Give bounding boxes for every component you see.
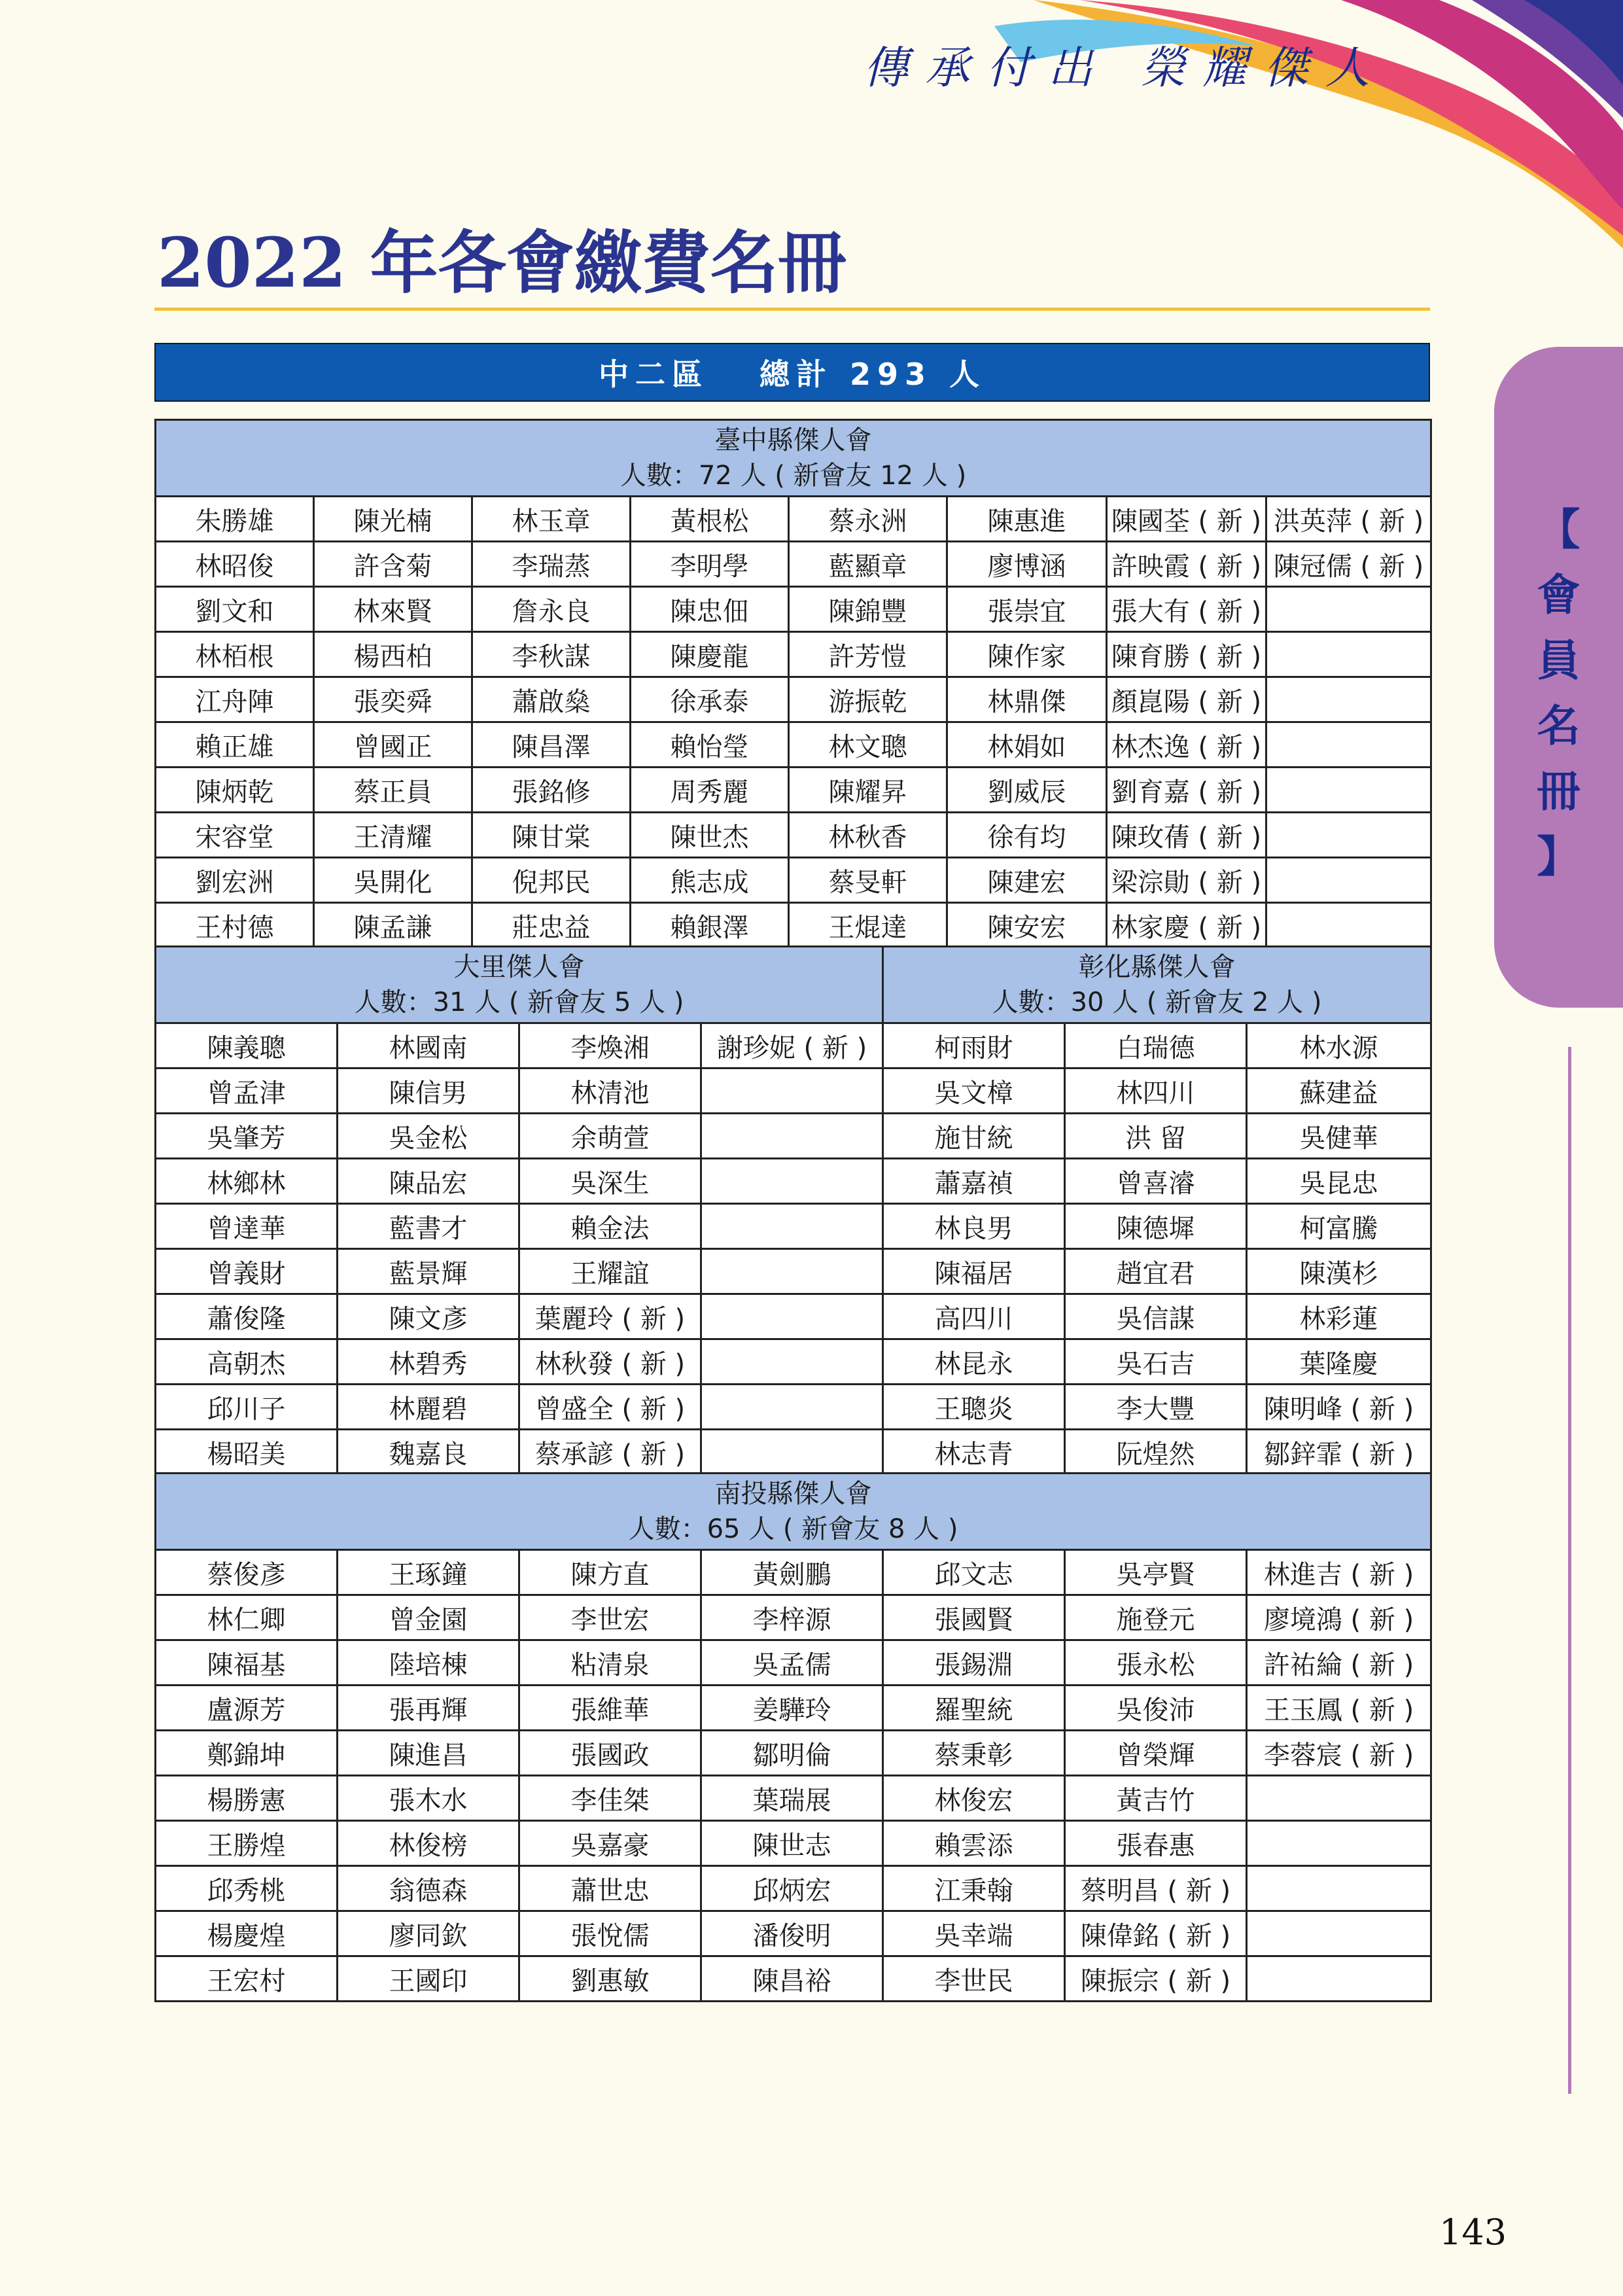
club-name: 彰化縣傑人會 [1078, 952, 1236, 982]
taichung-rows [156, 497, 1431, 948]
member-name-cell: 林來賢 [314, 587, 472, 632]
member-name-cell: 陳福基 [156, 1640, 338, 1686]
club-count: 人數：30 人 ( 新會友 2 人 ) [992, 987, 1322, 1017]
member-name-cell: 施登元 [1065, 1595, 1247, 1640]
empty-cell [701, 1159, 883, 1204]
member-name-cell: 徐有均 [947, 813, 1107, 858]
member-name-cell: 阮煌然 [1065, 1430, 1247, 1475]
empty-cell [1247, 1866, 1431, 1911]
table-row [156, 1866, 1431, 1911]
member-name-cell: 吳健華 [1247, 1114, 1431, 1159]
member-name-cell: 劉威辰 [947, 768, 1107, 813]
member-name-cell: 陳漢杉 [1247, 1249, 1431, 1294]
member-name-cell: 吳肇芳 [156, 1114, 338, 1159]
member-name-cell: 倪邦民 [472, 858, 631, 903]
member-name-cell: 陳慶龍 [631, 632, 789, 677]
member-name-cell: 張奕舜 [314, 677, 472, 722]
member-name-cell: 蔡永洲 [789, 497, 947, 542]
member-name-cell: 蔡旻軒 [789, 858, 947, 903]
member-name-cell: 梁淙勛 ( 新 ) [1107, 858, 1266, 903]
member-name-cell: 楊昭美 [156, 1430, 338, 1475]
table-row [156, 1640, 1431, 1686]
member-name-cell: 林玉章 [472, 497, 631, 542]
member-name-cell: 邱川子 [156, 1385, 338, 1430]
changhua-header [883, 947, 1431, 1023]
table-row [156, 1776, 1431, 1821]
member-name-cell: 劉育嘉 ( 新 ) [1107, 768, 1266, 813]
member-name-cell: 陳甘棠 [472, 813, 631, 858]
member-name-cell: 林水源 [1247, 1023, 1431, 1069]
table-row [156, 813, 1431, 858]
member-name-cell: 蕭世忠 [519, 1866, 701, 1911]
member-name-cell: 洪 留 [1065, 1114, 1247, 1159]
member-name-cell: 王國印 [338, 1956, 519, 2002]
empty-cell [701, 1204, 883, 1249]
member-name-cell: 林娟如 [947, 722, 1107, 768]
member-name-cell: 黃根松 [631, 497, 789, 542]
member-name-cell: 洪英萍 ( 新 ) [1266, 497, 1431, 542]
table-row [156, 497, 1431, 542]
member-name-cell: 林鄉林 [156, 1159, 338, 1204]
member-name-cell: 楊慶煌 [156, 1911, 338, 1956]
member-name-cell: 王琢鐘 [338, 1550, 519, 1595]
member-name-cell: 李梓源 [701, 1595, 883, 1640]
table-row [156, 587, 1431, 632]
table-row [156, 1550, 1431, 1595]
member-name-cell: 陳品宏 [338, 1159, 519, 1204]
member-name-cell: 曾喜濬 [1065, 1159, 1247, 1204]
table-row [156, 1204, 1431, 1249]
member-name-cell: 吳孟儒 [701, 1640, 883, 1686]
member-name-cell: 陳耀昇 [789, 768, 947, 813]
member-name-cell: 陳明峰 ( 新 ) [1247, 1385, 1431, 1430]
member-name-cell: 翁德森 [338, 1866, 519, 1911]
member-name-cell: 曾國正 [314, 722, 472, 768]
member-name-cell: 蔡承諺 ( 新 ) [519, 1430, 701, 1475]
side-tab-label [1494, 497, 1623, 890]
member-name-cell: 陳作家 [947, 632, 1107, 677]
member-name-cell: 顏崑陽 ( 新 ) [1107, 677, 1266, 722]
member-name-cell: 趙宜君 [1065, 1249, 1247, 1294]
member-name-cell: 陳錦豐 [789, 587, 947, 632]
member-name-cell: 陳光楠 [314, 497, 472, 542]
member-name-cell: 江秉翰 [883, 1866, 1065, 1911]
club-count: 人數：31 人 ( 新會友 5 人 ) [354, 987, 684, 1017]
dali-changhua-roster-table [154, 945, 1432, 1475]
member-name-cell: 張悅儒 [519, 1911, 701, 1956]
member-name-cell: 王焜達 [789, 903, 947, 948]
member-name-cell: 蔡明昌 ( 新 ) [1065, 1866, 1247, 1911]
table-row [156, 1731, 1431, 1776]
member-name-cell: 高朝杰 [156, 1339, 338, 1385]
side-tab-char: 員 [1537, 635, 1580, 686]
member-name-cell: 陳昌裕 [701, 1956, 883, 2002]
member-name-cell: 陳進昌 [338, 1731, 519, 1776]
club-name: 南投縣傑人會 [714, 1479, 872, 1509]
member-name-cell: 張國政 [519, 1731, 701, 1776]
member-name-cell: 陳世志 [701, 1821, 883, 1866]
member-name-cell: 林昭俊 [156, 542, 314, 587]
member-name-cell: 陳信男 [338, 1069, 519, 1114]
member-name-cell: 林鼎傑 [947, 677, 1107, 722]
nantou-header [156, 1474, 1431, 1550]
table-row [156, 1911, 1431, 1956]
member-name-cell: 吳昆忠 [1247, 1159, 1431, 1204]
page-title: 2022 年各會繳費名冊 [157, 222, 846, 303]
member-name-cell: 朱勝雄 [156, 497, 314, 542]
member-name-cell: 柯雨財 [883, 1023, 1065, 1069]
member-name-cell: 賴正雄 [156, 722, 314, 768]
table-row [156, 1595, 1431, 1640]
member-name-cell: 張維華 [519, 1686, 701, 1731]
member-name-cell: 陳振宗 ( 新 ) [1065, 1956, 1247, 2002]
member-name-cell: 莊忠益 [472, 903, 631, 948]
member-name-cell: 林進吉 ( 新 ) [1247, 1550, 1431, 1595]
member-name-cell: 林四川 [1065, 1069, 1247, 1114]
empty-cell [701, 1249, 883, 1294]
member-name-cell: 張永松 [1065, 1640, 1247, 1686]
member-name-cell: 陳義聰 [156, 1023, 338, 1069]
member-name-cell: 陳偉銘 ( 新 ) [1065, 1911, 1247, 1956]
club-name: 大里傑人會 [453, 952, 585, 982]
member-name-cell: 詹永良 [472, 587, 631, 632]
member-name-cell: 蔡秉彰 [883, 1731, 1065, 1776]
member-name-cell: 陳昌澤 [472, 722, 631, 768]
taichung-header [156, 420, 1431, 497]
table-row [156, 858, 1431, 903]
member-name-cell: 陳國荃 ( 新 ) [1107, 497, 1266, 542]
member-name-cell: 吳幸端 [883, 1911, 1065, 1956]
member-name-cell: 李佳桀 [519, 1776, 701, 1821]
member-name-cell: 林杰逸 ( 新 ) [1107, 722, 1266, 768]
empty-cell [1266, 677, 1431, 722]
member-name-cell: 張崇宜 [947, 587, 1107, 632]
member-name-cell: 鄒明倫 [701, 1731, 883, 1776]
table-row [156, 1294, 1431, 1339]
member-name-cell: 吳文樟 [883, 1069, 1065, 1114]
member-name-cell: 葉隆慶 [1247, 1339, 1431, 1385]
member-name-cell: 林志青 [883, 1430, 1065, 1475]
table-row [156, 1430, 1431, 1475]
member-name-cell: 陳育勝 ( 新 ) [1107, 632, 1266, 677]
member-name-cell: 許映霞 ( 新 ) [1107, 542, 1266, 587]
side-tab-char: 冊 [1537, 766, 1580, 817]
member-name-cell: 王聰炎 [883, 1385, 1065, 1430]
table-row [156, 768, 1431, 813]
empty-cell [701, 1294, 883, 1339]
member-name-cell: 林仁卿 [156, 1595, 338, 1640]
member-name-cell: 柯富騰 [1247, 1204, 1431, 1249]
member-name-cell: 陳文彥 [338, 1294, 519, 1339]
member-name-cell: 林俊榜 [338, 1821, 519, 1866]
member-name-cell: 蔡俊彥 [156, 1550, 338, 1595]
member-name-cell: 賴怡瑩 [631, 722, 789, 768]
member-name-cell: 魏嘉良 [338, 1430, 519, 1475]
member-name-cell: 張春惠 [1065, 1821, 1247, 1866]
empty-cell [1266, 858, 1431, 903]
member-name-cell: 蕭嘉禎 [883, 1159, 1065, 1204]
dali-changhua-rows [156, 1023, 1431, 1475]
table-row [156, 1023, 1431, 1069]
member-name-cell: 許祐綸 ( 新 ) [1247, 1640, 1431, 1686]
member-name-cell: 藍書才 [338, 1204, 519, 1249]
member-name-cell: 楊西柏 [314, 632, 472, 677]
member-name-cell: 曾孟津 [156, 1069, 338, 1114]
member-name-cell: 盧源芳 [156, 1686, 338, 1731]
region-total-bar: 中二區 總計 293 人 [154, 343, 1430, 402]
member-name-cell: 林麗碧 [338, 1385, 519, 1430]
member-name-cell: 林碧秀 [338, 1339, 519, 1385]
member-name-cell: 藍顯章 [789, 542, 947, 587]
side-tab-char: 名 [1537, 701, 1580, 751]
member-name-cell: 周秀麗 [631, 768, 789, 813]
member-name-cell: 鄭錦坤 [156, 1731, 338, 1776]
side-vertical-line [1568, 1047, 1571, 2094]
empty-cell [1266, 768, 1431, 813]
member-name-cell: 陳忠佃 [631, 587, 789, 632]
member-name-cell: 謝珍妮 ( 新 ) [701, 1023, 883, 1069]
table-row [156, 1159, 1431, 1204]
member-name-cell: 粘清泉 [519, 1640, 701, 1686]
member-name-cell: 王勝煌 [156, 1821, 338, 1866]
member-name-cell: 江舟陣 [156, 677, 314, 722]
member-name-cell: 游振乾 [789, 677, 947, 722]
member-name-cell: 廖同欽 [338, 1911, 519, 1956]
member-name-cell: 邱秀桃 [156, 1866, 338, 1911]
member-name-cell: 陳玫蒨 ( 新 ) [1107, 813, 1266, 858]
member-name-cell: 許芳愷 [789, 632, 947, 677]
member-name-cell: 林俊宏 [883, 1776, 1065, 1821]
side-tab-char: 【 [1537, 504, 1580, 555]
member-name-cell: 余萌萱 [519, 1114, 701, 1159]
member-name-cell: 熊志成 [631, 858, 789, 903]
member-name-cell: 白瑞德 [1065, 1023, 1247, 1069]
member-name-cell: 曾義財 [156, 1249, 338, 1294]
member-name-cell: 邱文志 [883, 1550, 1065, 1595]
title-divider [154, 308, 1430, 311]
member-name-cell: 賴金法 [519, 1204, 701, 1249]
member-name-cell: 賴銀澤 [631, 903, 789, 948]
member-name-cell: 林文聰 [789, 722, 947, 768]
empty-cell [701, 1114, 883, 1159]
empty-cell [701, 1339, 883, 1385]
empty-cell [1266, 903, 1431, 948]
member-name-cell: 曾盛全 ( 新 ) [519, 1385, 701, 1430]
member-name-cell: 劉惠敏 [519, 1956, 701, 2002]
member-name-cell: 曾榮輝 [1065, 1731, 1247, 1776]
section-side-tab [1494, 347, 1623, 1008]
nantou-rows [156, 1550, 1431, 2002]
member-name-cell: 葉麗玲 ( 新 ) [519, 1294, 701, 1339]
empty-cell [1247, 1821, 1431, 1866]
member-name-cell: 陸培棟 [338, 1640, 519, 1686]
taichung-roster-table [154, 419, 1432, 949]
member-name-cell: 吳開化 [314, 858, 472, 903]
member-name-cell: 王耀誼 [519, 1249, 701, 1294]
member-name-cell: 黃劍鵬 [701, 1550, 883, 1595]
empty-cell [1247, 1911, 1431, 1956]
member-name-cell: 吳石吉 [1065, 1339, 1247, 1385]
member-name-cell: 林秋發 ( 新 ) [519, 1339, 701, 1385]
member-name-cell: 宋容堂 [156, 813, 314, 858]
member-name-cell: 陳冠儒 ( 新 ) [1266, 542, 1431, 587]
member-name-cell: 陳惠進 [947, 497, 1107, 542]
member-name-cell: 林清池 [519, 1069, 701, 1114]
member-name-cell: 林家慶 ( 新 ) [1107, 903, 1266, 948]
member-name-cell: 李大豐 [1065, 1385, 1247, 1430]
side-tab-char: 】 [1537, 832, 1580, 882]
member-name-cell: 姜驊玲 [701, 1686, 883, 1731]
empty-cell [701, 1069, 883, 1114]
member-name-cell: 張國賢 [883, 1595, 1065, 1640]
table-row [156, 722, 1431, 768]
member-name-cell: 王宏村 [156, 1956, 338, 2002]
member-name-cell: 王清耀 [314, 813, 472, 858]
member-name-cell: 曾達華 [156, 1204, 338, 1249]
member-name-cell: 陳建宏 [947, 858, 1107, 903]
table-row [156, 632, 1431, 677]
member-name-cell: 許含菊 [314, 542, 472, 587]
table-row [156, 1249, 1431, 1294]
table-row [156, 1956, 1431, 2002]
member-name-cell: 賴雲添 [883, 1821, 1065, 1866]
empty-cell [1247, 1776, 1431, 1821]
member-name-cell: 陳方直 [519, 1550, 701, 1595]
table-row [156, 903, 1431, 948]
member-name-cell: 吳俊沛 [1065, 1686, 1247, 1731]
empty-cell [701, 1430, 883, 1475]
dali-header [156, 947, 883, 1023]
table-row [156, 542, 1431, 587]
member-name-cell: 蔡正員 [314, 768, 472, 813]
table-row [156, 677, 1431, 722]
header-slogan: 傳承付出 榮耀傑人 [864, 43, 1387, 94]
member-name-cell: 徐承泰 [631, 677, 789, 722]
member-name-cell: 高四川 [883, 1294, 1065, 1339]
member-name-cell: 廖境鴻 ( 新 ) [1247, 1595, 1431, 1640]
member-name-cell: 張錫淵 [883, 1640, 1065, 1686]
member-name-cell: 李世宏 [519, 1595, 701, 1640]
member-name-cell: 林昆永 [883, 1339, 1065, 1385]
member-name-cell: 吳深生 [519, 1159, 701, 1204]
table-row [156, 1821, 1431, 1866]
member-name-cell: 蕭俊隆 [156, 1294, 338, 1339]
club-name: 臺中縣傑人會 [714, 425, 872, 455]
page-number: 143 [1439, 2212, 1507, 2253]
member-name-cell: 藍景輝 [338, 1249, 519, 1294]
member-name-cell: 施甘統 [883, 1114, 1065, 1159]
member-name-cell: 李世民 [883, 1956, 1065, 2002]
member-name-cell: 張再輝 [338, 1686, 519, 1731]
member-name-cell: 陳孟謙 [314, 903, 472, 948]
member-name-cell: 陳炳乾 [156, 768, 314, 813]
table-row [156, 1114, 1431, 1159]
member-name-cell: 林彩蓮 [1247, 1294, 1431, 1339]
member-name-cell: 陳福居 [883, 1249, 1065, 1294]
member-name-cell: 蘇建益 [1247, 1069, 1431, 1114]
member-name-cell: 李瑞蒸 [472, 542, 631, 587]
table-row [156, 1385, 1431, 1430]
member-name-cell: 陳世杰 [631, 813, 789, 858]
member-name-cell: 曾金園 [338, 1595, 519, 1640]
side-tab-char: 會 [1537, 570, 1580, 620]
member-name-cell: 吳金松 [338, 1114, 519, 1159]
member-name-cell: 葉瑞展 [701, 1776, 883, 1821]
empty-cell [1266, 722, 1431, 768]
nantou-roster-table [154, 1472, 1432, 2002]
member-name-cell: 鄒鋅霏 ( 新 ) [1247, 1430, 1431, 1475]
member-name-cell: 林良男 [883, 1204, 1065, 1249]
member-name-cell: 潘俊明 [701, 1911, 883, 1956]
empty-cell [1266, 587, 1431, 632]
member-name-cell: 王玉鳳 ( 新 ) [1247, 1686, 1431, 1731]
member-name-cell: 劉宏洲 [156, 858, 314, 903]
member-name-cell: 楊勝憲 [156, 1776, 338, 1821]
empty-cell [1266, 813, 1431, 858]
member-name-cell: 黃吉竹 [1065, 1776, 1247, 1821]
member-name-cell: 蕭啟燊 [472, 677, 631, 722]
empty-cell [701, 1385, 883, 1430]
member-name-cell: 吳亭賢 [1065, 1550, 1247, 1595]
member-name-cell: 邱炳宏 [701, 1866, 883, 1911]
member-name-cell: 李煥湘 [519, 1023, 701, 1069]
member-name-cell: 李明學 [631, 542, 789, 587]
table-row [156, 1339, 1431, 1385]
table-row [156, 1069, 1431, 1114]
table-row [156, 1686, 1431, 1731]
member-name-cell: 廖博涵 [947, 542, 1107, 587]
member-name-cell: 李蓉宸 ( 新 ) [1247, 1731, 1431, 1776]
member-name-cell: 林栢根 [156, 632, 314, 677]
member-name-cell: 劉文和 [156, 587, 314, 632]
member-name-cell: 張木水 [338, 1776, 519, 1821]
club-count: 人數：72 人 ( 新會友 12 人 ) [620, 461, 967, 491]
empty-cell [1266, 632, 1431, 677]
member-name-cell: 王村德 [156, 903, 314, 948]
member-name-cell: 張銘修 [472, 768, 631, 813]
member-name-cell: 陳德墀 [1065, 1204, 1247, 1249]
member-name-cell: 張大有 ( 新 ) [1107, 587, 1266, 632]
member-name-cell: 羅聖統 [883, 1686, 1065, 1731]
member-name-cell: 吳信謀 [1065, 1294, 1247, 1339]
club-count: 人數：65 人 ( 新會友 8 人 ) [628, 1514, 958, 1544]
member-name-cell: 吳嘉豪 [519, 1821, 701, 1866]
member-name-cell: 林秋香 [789, 813, 947, 858]
member-name-cell: 李秋謀 [472, 632, 631, 677]
empty-cell [1247, 1956, 1431, 2002]
member-name-cell: 林國南 [338, 1023, 519, 1069]
member-name-cell: 陳安宏 [947, 903, 1107, 948]
